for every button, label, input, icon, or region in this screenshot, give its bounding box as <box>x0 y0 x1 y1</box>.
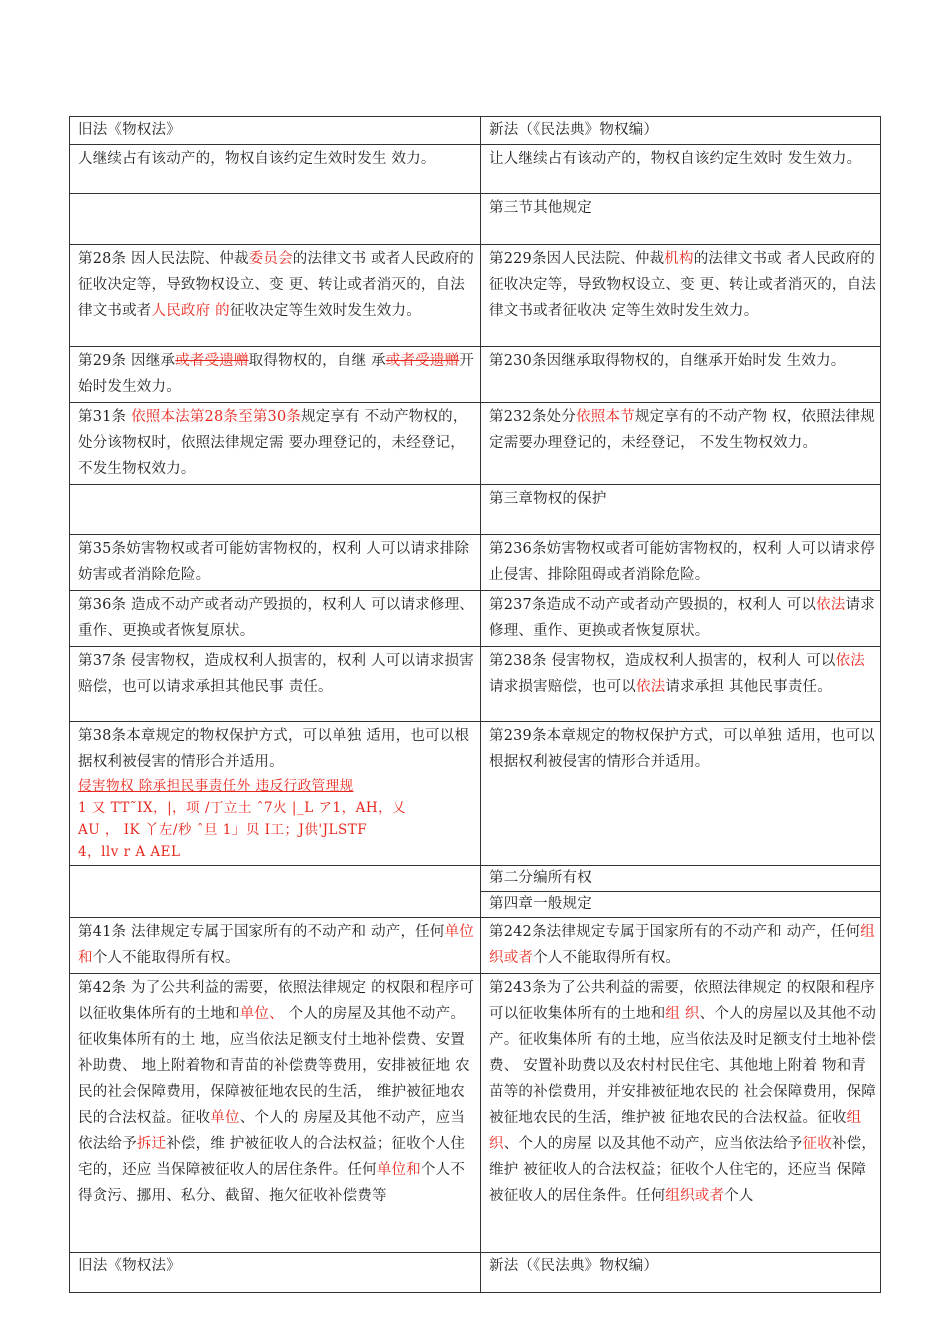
highlighted-text: 依法 <box>816 597 846 613</box>
clause-text: 第229条因人民法院、仲裁 <box>489 251 665 267</box>
clause-text: 规定享有 不动产物权的，处分该物权时，依照法律规定需 要办理登记的，未经登记，不发生物权效力。 <box>78 409 468 477</box>
old-clause <box>70 347 481 403</box>
old-clause <box>70 403 481 485</box>
new-clause <box>481 722 881 866</box>
table-row <box>70 866 881 892</box>
clause-text: 第238条 侵害物权，造成权利人损害的，权利人 可以 <box>489 653 836 669</box>
garbled-line: 侵害物权 除承担民事责任外 违反行政管理规 <box>78 778 354 794</box>
header-old-law: 旧法《物权法》 <box>70 117 481 145</box>
header-row <box>70 117 881 145</box>
old-clause <box>70 194 481 245</box>
old-clause <box>70 647 481 722</box>
clause-text: 第236条妨害物权或者可能妨害物权的，权利 人可以请求停止侵害、排除阻碍或者消除危险。 <box>489 541 875 583</box>
table-row <box>70 485 881 535</box>
table-row <box>70 347 881 403</box>
footer-old-law: 旧法《物权法》 <box>70 1253 481 1293</box>
highlighted-text: 单位和 <box>376 1162 421 1178</box>
table-row <box>70 194 881 245</box>
highlighted-text: 委员会 <box>248 251 293 267</box>
new-clause <box>481 974 881 1253</box>
clause-text: 请求损害赔偿，也可以 <box>489 679 636 695</box>
clause-text: 规定享有的不动产物 权，依照法律规定需要办理登记的，未经登记， 不发生物权效力。 <box>489 409 875 451</box>
clause-text: 个人 <box>724 1188 754 1204</box>
clause-text: 的法律文书 或者人民政府的征收决定等，导致物权设立、变 更、转让或者消灭的，自法律文书或者 <box>78 251 474 319</box>
table-row <box>70 918 881 974</box>
clause-text: 征收决定等生效时发生效力。 <box>229 303 421 319</box>
clause-text: 第31条 <box>78 409 132 425</box>
header-new-law: 新法（《民法典》物权编） <box>481 117 881 145</box>
clause-text: 第242条法律规定专属于国家所有的不动产和 动产，任何 <box>489 924 861 940</box>
deleted-text: 或者受遗赠 <box>385 353 460 369</box>
clause-text: 请求修理、重作、更换或者恢复原状。 <box>489 597 875 639</box>
clause-text: 个人不能取得所有权。 <box>92 950 240 966</box>
clause-text: 请求承担 其他民事责任。 <box>665 679 832 695</box>
new-clause <box>481 403 881 485</box>
highlighted-text: 依照本法第28条至第30条 <box>131 409 302 425</box>
old-clause <box>70 535 481 591</box>
highlighted-text: 机构 <box>664 251 694 267</box>
clause-text: 第三章物权的保护 <box>489 491 607 507</box>
table-row <box>70 535 881 591</box>
clause-text: 、个人的 房屋及其他不动产，应当依法给予 <box>78 1110 466 1152</box>
clause-text: 第230条因继承取得物权的，自继承开始时发 生效力。 <box>489 353 846 369</box>
clause-text: 个人不能取得所有权。 <box>533 950 681 966</box>
highlighted-text: 依法 <box>636 679 666 695</box>
table-row <box>70 403 881 485</box>
old-clause <box>70 485 481 535</box>
new-clause <box>481 591 881 647</box>
table-row <box>70 145 881 194</box>
highlighted-text: 组 织 <box>665 1006 700 1022</box>
clause-text: 第232条处分 <box>489 409 577 425</box>
old-clause <box>70 722 481 866</box>
highlighted-text: 依照本节 <box>576 409 635 425</box>
highlighted-text: 单位和 <box>78 924 474 966</box>
clause-text: 第三节其他规定 <box>489 200 592 216</box>
clause-text: 补偿，维护 被征收人的合法权益；征收个人住宅的，还应当 保障被征收人的居住条件。任何 <box>489 1136 877 1204</box>
old-clause <box>70 974 481 1253</box>
clause-text: 第29条 因继承 <box>78 353 176 369</box>
clause-text: 让人继续占有该动产的，物权自该约定生效时 发生效力。 <box>489 151 862 167</box>
highlighted-text: 依法 <box>835 653 865 669</box>
new-clause <box>481 347 881 403</box>
clause-text: 人继续占有该动产的，物权自该约定生效时发生 效力。 <box>78 151 436 167</box>
highlighted-text: 单位 <box>210 1110 240 1126</box>
old-clause <box>70 866 481 918</box>
clause-text: 第38条本章规定的物权保护方式，可以单独 适用，也可以根据权利被侵害的情形合并适用。 <box>78 728 470 770</box>
clause-text: 、个人的房屋以及其他不动产。征收集体所 有的土地，应当依法及时足额支付土地补偿费、 安置补助费以及农村村民住宅、其他地上附着 物和青苗等的补偿费用，并安排被征地农民的 社会保障费用，保障被征地农民的生活，维护被 征地农民的合法权益。征收 <box>489 1006 877 1126</box>
chapter-heading <box>481 485 881 535</box>
clause-text: 取得物权的，自继 承 <box>248 353 386 369</box>
garbled-line: AU ， IK 丫左/秒 ˆ旦 1」贝 I工；J供'JLSTF <box>78 822 368 838</box>
chapter-heading <box>481 892 881 918</box>
clause-text: 个人的房屋及其他不动产。征收集体所有的土 地，应当依法足额支付土地补偿费、安置补助费、 地上附着物和青苗的补偿费等费用，安排被征地 农民的社会保障费用，保障被征地农民的生活， 维护被征地农民的合法权益。征收 <box>78 1006 470 1126</box>
comparison-table-body <box>70 117 881 1293</box>
part-heading <box>481 866 881 892</box>
clause-text: 第37条 侵害物权，造成权利人损害的，权利 人可以请求损害赔偿，也可以请求承担其他民事 责任。 <box>78 653 474 695</box>
highlighted-text: 拆迁 <box>136 1136 167 1152</box>
clause-text: 开始时发生效力。 <box>78 353 474 395</box>
new-clause <box>481 647 881 722</box>
highlighted-text: 单位、 <box>239 1006 284 1022</box>
clause-text: 第35条妨害物权或者可能妨害物权的，权利 人可以请求排除妨害或者消除危险。 <box>78 541 470 583</box>
garbled-line: 4，llv r A AEL <box>78 844 181 860</box>
clause-text: 第243条为了公共利益的需要，依照法律规定 的权限和程序可以征收集体所有的土地和 <box>489 980 875 1022</box>
new-clause <box>481 245 881 347</box>
garbled-line: 1 又 TT˜IX，|，项 /丁立土 ˆ7火 |_L ア1，AH，乂 <box>78 800 407 816</box>
highlighted-text: 组织或者 <box>665 1188 725 1204</box>
deleted-text: 或者受遗赠 <box>175 353 249 369</box>
old-clause <box>70 591 481 647</box>
old-clause <box>70 918 481 974</box>
clause-text: 第42条 为了公共利益的需要，依照法律规定 的权限和程序可以征收集体所有的土地和 <box>78 980 474 1022</box>
clause-text: 第28条 因人民法院、仲裁 <box>78 251 249 267</box>
clause-text: 第41条 法律规定专属于国家所有的不动产和 动产，任何 <box>78 924 445 940</box>
highlighted-text: 人民政府 的 <box>151 303 230 319</box>
section-heading <box>481 194 881 245</box>
old-clause <box>70 145 481 194</box>
clause-text: 补偿，维 护被征收人的合法权益；征收个人住宅的，还应 当保障被征收人的居住条件。任何 <box>78 1136 466 1178</box>
clause-text: 第二分编所有权 <box>489 870 592 886</box>
clause-text: 个人不 得贪污、挪用、私分、截留、拖欠征收补偿费等 <box>78 1162 466 1204</box>
clause-text: 、个人的房屋 以及其他不动产，应当依法给予 <box>503 1136 803 1152</box>
garbled-red-text <box>78 775 478 863</box>
table-row <box>70 647 881 722</box>
new-clause <box>481 918 881 974</box>
highlighted-text: 组织或者 <box>489 924 875 966</box>
new-clause <box>481 145 881 194</box>
clause-text: 的法律文书或 者人民政府的征收决定等，导致物权设立、变 更、转让或者消灭的，自法律文书或者征收决 定等生效时发生效力。 <box>489 251 877 319</box>
footer-row <box>70 1253 881 1293</box>
table-row <box>70 974 881 1253</box>
old-clause-text <box>78 723 478 775</box>
new-clause <box>481 535 881 591</box>
clause-text: 第237条造成不动产或者动产毁损的，权利人 可以 <box>489 597 817 613</box>
table-row <box>70 722 881 866</box>
highlighted-text: 组织 <box>489 1110 862 1152</box>
comparison-table <box>69 116 881 1293</box>
clause-text: 第36条 造成不动产或者动产毁损的，权利人 可以请求修理、重作、更换或者恢复原状。 <box>78 597 474 639</box>
highlighted-text: 征收 <box>802 1136 832 1152</box>
table-row <box>70 245 881 347</box>
footer-new-law: 新法（《民法典》物权编） <box>481 1253 881 1293</box>
old-clause <box>70 245 481 347</box>
table-row <box>70 591 881 647</box>
clause-text: 第239条本章规定的物权保护方式，可以单独 适用，也可以根据权利被侵害的情形合并适用。 <box>489 728 875 770</box>
clause-text: 第四章一般规定 <box>489 896 592 912</box>
